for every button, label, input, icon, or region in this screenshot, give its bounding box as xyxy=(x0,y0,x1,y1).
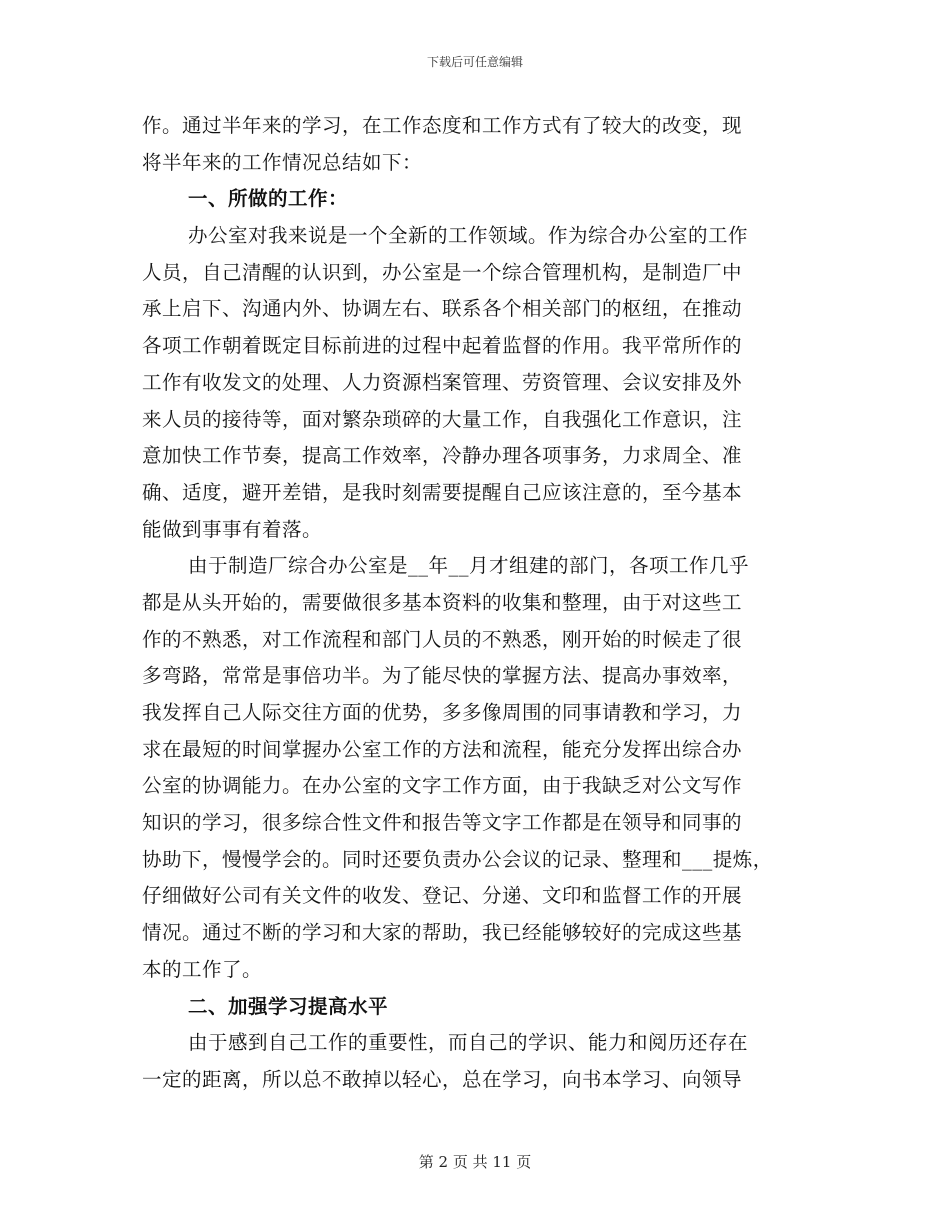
paragraph-start: 由于感到自己工作的重要性，而自己的学识、能力和阅历还存在 xyxy=(188,1031,749,1055)
text-line: 意加快工作节奏，提高工作效率，冷静办理各项事务，力求周全、准 xyxy=(142,444,743,468)
page-number: 第 2 页 共 11 页 xyxy=(418,1153,532,1171)
text-line: 都是从头开始的，需要做很多基本资料的收集和整理，由于对这些工 xyxy=(142,590,743,614)
text-line: 作。通过半年来的学习，在工作态度和工作方式有了较大的改变，现 xyxy=(142,114,743,137)
text-line: 情况。通过不断的学习和大家的帮助，我已经能够较好的完成这些基 xyxy=(142,921,743,945)
page-header: 下载后可任意编辑 xyxy=(426,55,523,69)
text-line: 人员，自己清醒的认识到，办公室是一个综合管理机构，是制造厂中 xyxy=(142,260,743,284)
section-heading-2: 二、加强学习提高水平 xyxy=(188,994,389,1018)
text-line: 承上启下、沟通内外、协调左右、联系各个相关部门的枢纽，在推动 xyxy=(142,297,743,321)
text-line: 本的工作了。 xyxy=(142,957,263,981)
text-line: 能做到事事有着落。 xyxy=(142,517,323,541)
text-line: 将半年来的工作情况总结如下： xyxy=(142,150,423,174)
text-line: 多弯路，常常是事倍功半。为了能尽快的掌握方法、提高办事效率， xyxy=(142,664,743,688)
text-line: 工作有收发文的处理、人力资源档案管理、劳资管理、会议安排及外 xyxy=(142,370,743,394)
text-line: 求在最短的时间掌握办公室工作的方法和流程，能充分发挥出综合办 xyxy=(142,737,743,761)
text-line: 来人员的接待等，面对繁杂琐碎的大量工作，自我强化工作意识，注 xyxy=(142,407,743,431)
paragraph-start: 由于制造厂综合办公室是__年__月才组建的部门，各项工作几乎 xyxy=(188,554,750,578)
text-line: 作的不熟悉，对工作流程和部门人员的不熟悉，刚开始的时候走了很 xyxy=(142,627,743,651)
text-line: 知识的学习，很多综合性文件和报告等文字工作都是在领导和同事的 xyxy=(142,811,743,835)
text-line: 协助下，慢慢学会的。同时还要负责办公会议的记录、整理和___提炼， xyxy=(142,847,773,871)
text-line: 确、适度，避开差错，是我时刻需要提醒自己应该注意的，至今基本 xyxy=(142,480,743,504)
text-line: 各项工作朝着既定目标前进的过程中起着监督的作用。我平常所作的 xyxy=(142,334,743,358)
paragraph-start: 办公室对我来说是一个全新的工作领域。作为综合办公室的工作 xyxy=(188,224,749,248)
section-heading-1: 一、所做的工作： xyxy=(188,187,349,211)
text-line: 公室的协调能力。在办公室的文字工作方面，由于我缺乏对公文写作 xyxy=(142,774,743,798)
text-line: 仔细做好公司有关文件的收发、登记、分递、文印和监督工作的开展 xyxy=(142,884,743,908)
document-body xyxy=(142,108,822,1099)
text-line: 我发挥自己人际交往方面的优势，多多像周围的同事请教和学习，力 xyxy=(142,701,743,724)
text-line: 一定的距离，所以总不敢掉以轻心，总在学习，向书本学习、向领导 xyxy=(142,1067,743,1091)
